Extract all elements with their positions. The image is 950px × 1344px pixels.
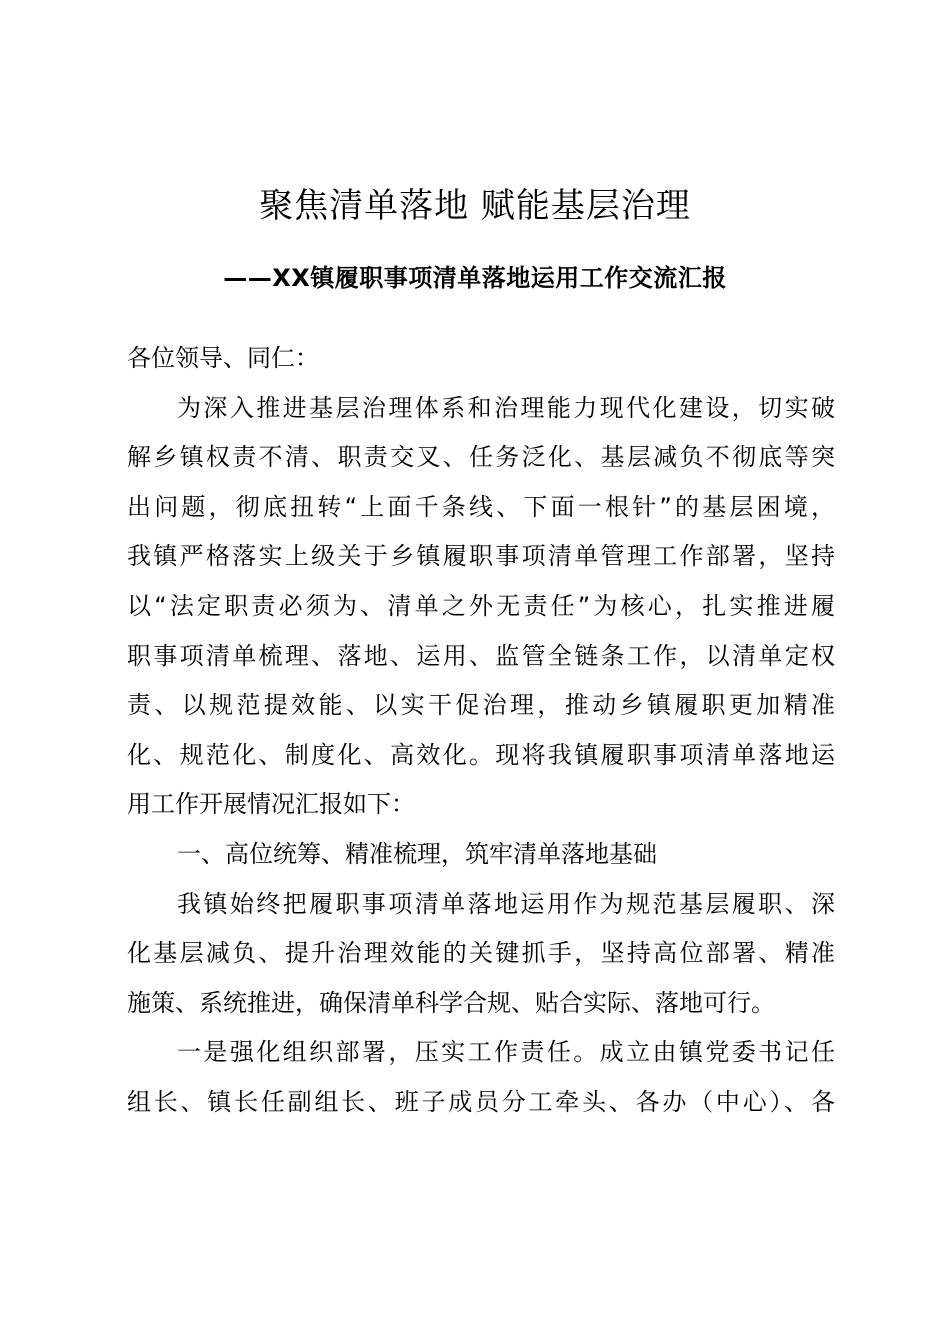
paragraph-line: 责、以规范提效能、以实干促治理，推动乡镇履职更加精准	[127, 691, 835, 720]
document-title: 聚焦清单落地 赋能基层治理	[259, 186, 691, 226]
paragraph-line: 为深入推进基层治理体系和治理能力现代化建设，切实破	[177, 393, 835, 422]
section-heading: 一、高位统筹、精准梳理，筑牢清单落地基础	[177, 839, 657, 868]
document-body	[127, 334, 835, 1128]
paragraph-line: 化基层减负、提升治理效能的关键抓手，坚持高位部署、精准	[127, 939, 835, 968]
paragraph-line: 我镇严格落实上级关于乡镇履职事项清单管理工作部署，坚持	[127, 542, 835, 571]
paragraph-line: 组长、镇长任副组长、班子成员分工牵头、各办（中心）、各	[127, 1087, 835, 1116]
paragraph-line: 一是强化组织部署，压实工作责任。成立由镇党委书记任	[177, 1038, 835, 1067]
paragraph-line: 以“法定职责必须为、清单之外无责任”为核心，扎实推进履	[127, 591, 835, 620]
document-subtitle: ——XX镇履职事项清单落地运用工作交流汇报	[223, 264, 727, 292]
paragraph-line: 我镇始终把履职事项清单落地运用作为规范基层履职、深	[177, 889, 835, 918]
paragraph-line: 职事项清单梳理、落地、运用、监管全链条工作，以清单定权	[127, 641, 835, 670]
paragraph-line: 用工作开展情况汇报如下：	[127, 790, 415, 819]
paragraph-line: 施策、系统推进，确保清单科学合规、贴合实际、落地可行。	[127, 988, 775, 1017]
paragraph-line: 出问题，彻底扭转“上面千条线、下面一根针”的基层困境，	[127, 492, 835, 521]
paragraph-line: 化、规范化、制度化、高效化。现将我镇履职事项清单落地运	[127, 740, 835, 769]
salutation-line: 各位领导、同仁：	[127, 344, 319, 372]
paragraph-line: 解乡镇权责不清、职责交叉、任务泛化、基层减负不彻底等突	[127, 443, 835, 472]
